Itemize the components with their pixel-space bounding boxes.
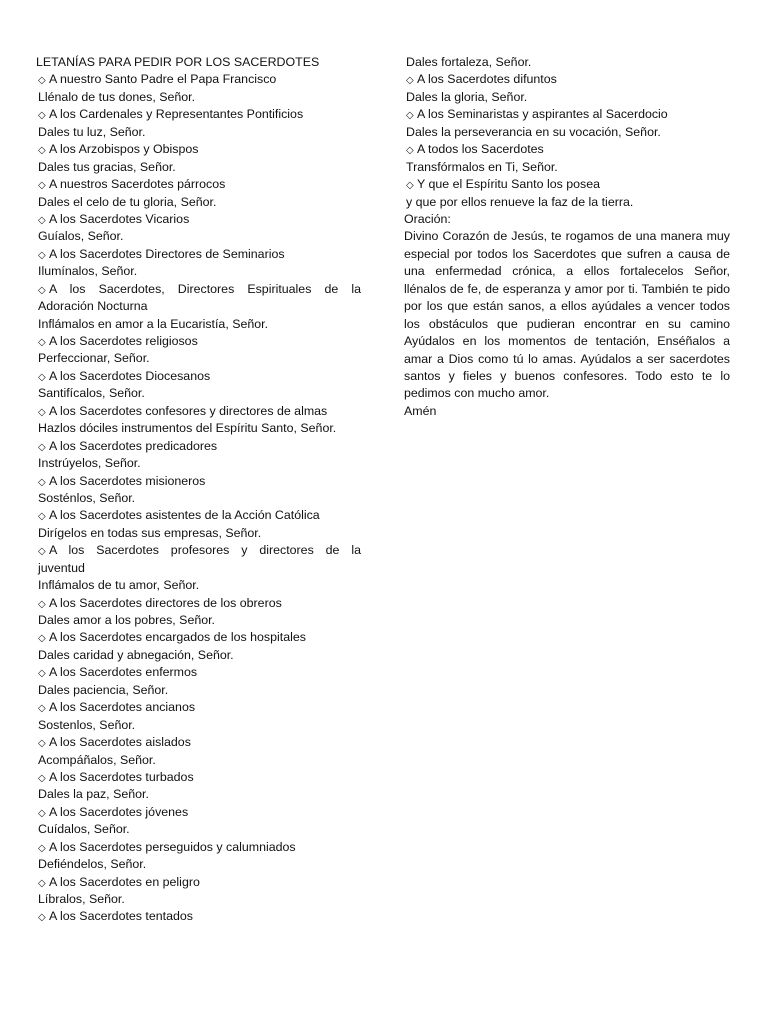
litany-invocation	[36, 629, 361, 646]
litany-response: Inflámalos en amor a la Eucaristía, Señor.	[38, 316, 269, 331]
invocation-text: Y que el Espíritu Santo los posea	[417, 177, 600, 192]
litany-invocation	[36, 595, 361, 612]
litany-invocation	[36, 874, 361, 891]
litany-response: Dales el celo de tu gloria, Señor.	[38, 194, 217, 209]
litany-response: Dirígelos en todas sus empresas, Señor.	[38, 525, 262, 540]
invocation-text: A los Sacerdotes aislados	[49, 735, 191, 750]
diamond-bullet-icon: ◇	[38, 511, 46, 523]
invocation-text: A los Sacerdotes religiosos	[49, 334, 198, 348]
litany-response: juventud	[38, 560, 85, 575]
litany-response: Dales paciencia, Señor.	[38, 682, 169, 697]
litany-invocation	[404, 106, 730, 123]
diamond-bullet-icon: ◇	[38, 772, 46, 784]
litany-invocation	[36, 664, 361, 681]
diamond-bullet-icon: ◇	[38, 598, 46, 610]
diamond-bullet-icon: ◇	[38, 842, 46, 854]
invocation-text: A los Sacerdotes, Directores Espirituales de la	[49, 281, 361, 296]
litany-list-left	[36, 71, 361, 925]
litany-invocation	[36, 246, 361, 263]
invocation-text: A los Sacerdotes enfermos	[49, 665, 198, 680]
litany-response: Dales caridad y abnegación, Señor.	[38, 647, 234, 662]
left-column	[36, 54, 361, 926]
litany-response: Sosténlos, Señor.	[38, 490, 136, 505]
diamond-bullet-icon: ◇	[38, 249, 46, 261]
invocation-text: A los Sacerdotes Diocesanos	[49, 368, 211, 383]
invocation-text: A los Sacerdotes encargados de los hospitales	[49, 630, 306, 645]
invocation-text: A nuestros Sacerdotes párrocos	[49, 177, 226, 192]
litany-response: Hazlos dóciles instrumentos del Espíritu Santo, Señor.	[38, 421, 337, 436]
litany-response: Acompáñalos, Señor.	[38, 752, 156, 767]
litany-response: Cuídalos, Señor.	[38, 822, 130, 837]
litany-response: Instrúyelos, Señor.	[38, 456, 141, 471]
invocation-text: A los Sacerdotes Directores de Seminarios	[49, 246, 285, 261]
diamond-bullet-icon: ◇	[38, 807, 46, 819]
litany-response: Inflámalos de tu amor, Señor.	[38, 578, 200, 593]
invocation-text: A los Sacerdotes turbados	[49, 769, 194, 784]
invocation-text: A nuestro Santo Padre el Papa Francisco	[49, 72, 277, 87]
invocation-text: A los Sacerdotes ancianos	[49, 700, 196, 715]
invocation-text: A los Sacerdotes difuntos	[417, 72, 557, 87]
invocation-text: A los Sacerdotes Vicarios	[49, 211, 190, 226]
invocation-text: A los Sacerdotes profesores y directores de la	[49, 543, 361, 558]
diamond-bullet-icon: ◇	[38, 476, 46, 488]
litany-invocation	[36, 106, 361, 123]
litany-response: Dales amor a los pobres, Señor.	[38, 613, 216, 627]
invocation-text: A los Sacerdotes en peligro	[49, 874, 200, 889]
litany-response: Dales tu luz, Señor.	[38, 124, 146, 139]
litany-invocation	[36, 333, 361, 350]
litany-response: Dales la perseverancia en su vocación, Señor.	[406, 124, 661, 139]
litany-invocation	[36, 281, 361, 298]
litany-invocation	[404, 176, 730, 193]
litany-response: Ilumínalos, Señor.	[38, 264, 138, 279]
diamond-bullet-icon: ◇	[38, 877, 46, 889]
diamond-bullet-icon: ◇	[38, 738, 46, 750]
diamond-bullet-icon: ◇	[38, 214, 46, 226]
litany-response: Perfeccionar, Señor.	[38, 351, 150, 366]
litany-invocation	[36, 403, 361, 420]
litany-response: Adoración Nocturna	[38, 299, 148, 314]
invocation-text: A los Sacerdotes perseguidos y calumniados	[49, 839, 296, 854]
diamond-bullet-icon: ◇	[406, 75, 414, 87]
litany-invocation	[36, 839, 361, 856]
diamond-bullet-icon: ◇	[38, 371, 46, 383]
litany-invocation	[36, 211, 361, 228]
invocation-text: A todos los Sacerdotes	[417, 142, 544, 157]
litany-invocation	[36, 908, 361, 925]
litany-response: Llénalo de tus dones, Señor.	[38, 89, 196, 104]
litany-response: Transfórmalos en Ti, Señor.	[406, 159, 558, 174]
diamond-bullet-icon: ◇	[406, 180, 414, 192]
document-title: LETANÍAS PARA PEDIR POR LOS SACERDOTES	[36, 55, 320, 69]
diamond-bullet-icon: ◇	[38, 912, 46, 924]
litany-invocation	[404, 71, 730, 88]
diamond-bullet-icon: ◇	[38, 284, 46, 296]
diamond-bullet-icon: ◇	[38, 337, 46, 348]
invocation-text: A los Sacerdotes confesores y directores de almas	[49, 403, 328, 418]
diamond-bullet-icon: ◇	[38, 668, 46, 680]
litany-invocation	[36, 699, 361, 716]
prayer-text: Divino Corazón de Jesús, te rogamos de una manera muy especial por todos los Sacerdotes que sufren a causa de una enfermedad crónica, a ellos fortalecelos Señor, llénalos de fe, de esperanza y amor por ti. También te pido por los que están sanos, a ellos ayúdales a vencer todos los obstáculos que pudieran encontrar en su camino Ayúdalos en los momentos de tentación, Enséñalos a amar a Dios como tú lo amas. Ayúdalos a ser sacerdotes santos y fieles y buenos confesores. Todo esto te lo pedimos con mucho amor.	[404, 229, 730, 401]
litany-invocation	[36, 542, 361, 559]
invocation-text: A los Sacerdotes directores de los obreros	[49, 595, 282, 610]
litany-invocation	[404, 141, 730, 158]
diamond-bullet-icon: ◇	[38, 110, 46, 122]
litany-invocation	[36, 71, 361, 88]
litany-list-right	[404, 54, 730, 211]
diamond-bullet-icon: ◇	[38, 703, 46, 715]
litany-response: Líbralos, Señor.	[38, 892, 125, 906]
litany-response: Dales la paz, Señor.	[38, 787, 149, 802]
litany-invocation	[36, 804, 361, 821]
right-column	[404, 54, 730, 420]
diamond-bullet-icon: ◇	[38, 145, 46, 157]
litany-invocation	[36, 473, 361, 490]
invocation-text: A los Sacerdotes predicadores	[49, 438, 218, 453]
diamond-bullet-icon: ◇	[406, 145, 414, 157]
litany-response: Defiéndelos, Señor.	[38, 857, 147, 872]
litany-response: Dales tus gracias, Señor.	[38, 159, 176, 174]
diamond-bullet-icon: ◇	[38, 180, 46, 192]
litany-invocation	[36, 368, 361, 385]
litany-response: Sostenlos, Señor.	[38, 717, 136, 732]
litany-invocation	[36, 438, 361, 455]
litany-response: Dales la gloria, Señor.	[406, 89, 528, 104]
litany-invocation	[36, 734, 361, 751]
litany-invocation	[36, 176, 361, 193]
diamond-bullet-icon: ◇	[38, 633, 46, 645]
litany-response: Santifícalos, Señor.	[38, 386, 145, 401]
invocation-text: A los Sacerdotes jóvenes	[49, 804, 189, 819]
invocation-text: A los Sacerdotes tentados	[49, 909, 193, 924]
diamond-bullet-icon: ◇	[406, 110, 414, 122]
litany-invocation	[36, 141, 361, 158]
diamond-bullet-icon: ◇	[38, 75, 46, 87]
litany-invocation	[36, 769, 361, 786]
invocation-text: A los Sacerdotes asistentes de la Acción Católica	[49, 508, 320, 523]
diamond-bullet-icon: ◇	[38, 546, 46, 558]
invocation-text: A los Sacerdotes misioneros	[49, 473, 206, 488]
invocation-text: A los Cardenales y Representantes Pontificios	[49, 107, 304, 122]
invocation-text: A los Arzobispos y Obispos	[49, 142, 199, 157]
litany-invocation	[36, 507, 361, 524]
invocation-text: A los Seminaristas y aspirantes al Sacerdocio	[417, 107, 668, 122]
litany-response: y que por ellos renueve la faz de la tierra.	[406, 194, 634, 209]
diamond-bullet-icon: ◇	[38, 441, 46, 453]
litany-response: Dales fortaleza, Señor.	[406, 55, 532, 69]
amen-text: Amén	[404, 403, 437, 418]
litany-response: Guíalos, Señor.	[38, 229, 124, 244]
prayer-heading: Oración:	[404, 211, 451, 226]
diamond-bullet-icon: ◇	[38, 406, 46, 418]
